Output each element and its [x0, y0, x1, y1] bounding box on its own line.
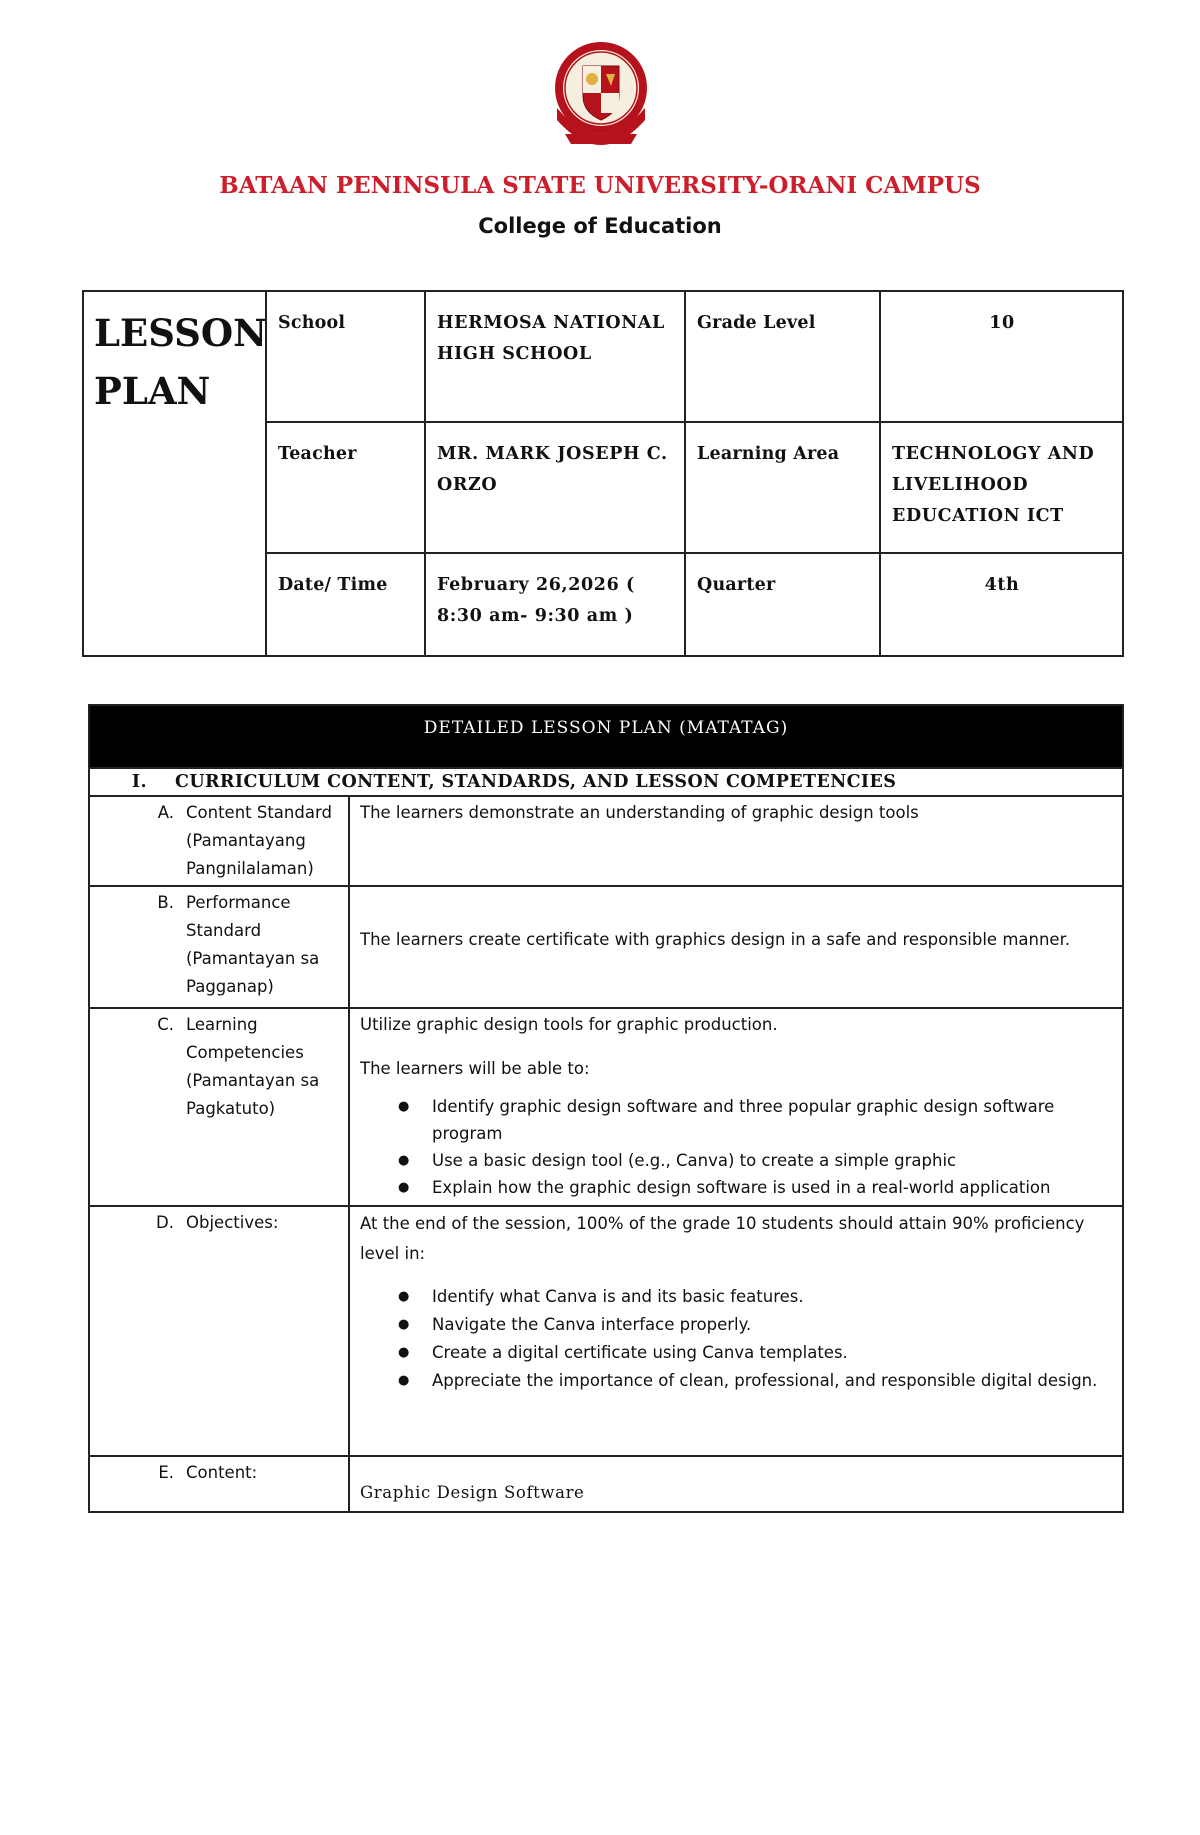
table-row	[89, 1456, 1123, 1512]
competency-intro: Utilize graphic design tools for graphic production.	[360, 1015, 778, 1034]
objectives-label: Objectives:	[186, 1213, 279, 1232]
content-standard-text: The learners demonstrate an understanding of graphic design tools	[349, 796, 1123, 886]
university-seal-logo	[551, 38, 651, 168]
competency-list	[360, 1093, 1112, 1201]
lesson-title-line1: LESSON	[94, 311, 267, 355]
row-letter: A.	[157, 803, 174, 822]
table-row	[89, 1206, 1123, 1456]
school-value: HERMOSA NATIONAL HIGH SCHOOL	[425, 291, 685, 422]
date-time-label: Date/ Time	[266, 553, 425, 656]
college-name: College of Education	[478, 214, 722, 238]
section-number: I.	[131, 772, 147, 792]
competency-lead: The learners will be able to:	[360, 1059, 590, 1078]
quarter-label: Quarter	[685, 553, 880, 656]
teacher-label: Teacher	[266, 422, 425, 553]
university-name: BATAAN PENINSULA STATE UNIVERSITY-ORANI CAMPUS	[219, 172, 981, 199]
date-time-value: February 26,2026 ( 8:30 am- 9:30 am )	[425, 553, 685, 656]
grade-level-label: Grade Level	[685, 291, 880, 422]
content-value: Graphic Design Software	[349, 1456, 1123, 1512]
quarter-value: 4th	[880, 553, 1123, 656]
lesson-plan-title	[83, 291, 266, 656]
school-label: School	[266, 291, 425, 422]
lesson-info-table	[82, 290, 1124, 657]
list-item: ● Create a digital certificate using Canva templates.	[432, 1339, 1112, 1367]
list-item: ● Explain how the graphic design software is used in a real-world application	[432, 1174, 1112, 1201]
learning-competencies-label: Learning Competencies (Pamantayan sa Pagkatuto)	[186, 1015, 320, 1118]
teacher-value: MR. MARK JOSEPH C. ORZO	[425, 422, 685, 553]
table-row	[89, 796, 1123, 886]
grade-level-value: 10	[880, 291, 1123, 422]
row-letter: B.	[157, 893, 174, 912]
objectives-intro: At the end of the session, 100% of the grade 10 students should attain 90% proficiency level in:	[360, 1214, 1085, 1263]
list-item: ● Use a basic design tool (e.g., Canva) to create a simple graphic	[432, 1147, 1112, 1174]
lesson-title-line2: PLAN	[94, 369, 211, 413]
section-title: CURRICULUM CONTENT, STANDARDS, AND LESSON COMPETENCIES	[175, 772, 897, 792]
performance-standard-text: The learners create certificate with graphics design in a safe and responsible manner.	[349, 886, 1123, 1008]
detailed-lesson-plan-table	[88, 704, 1124, 1513]
list-item: ● Identify what Canva is and its basic features.	[432, 1283, 1112, 1311]
list-item: ● Appreciate the importance of clean, professional, and responsible digital design.	[432, 1367, 1112, 1395]
section-header	[89, 768, 1123, 796]
learning-area-value: TECHNOLOGY AND LIVELIHOOD EDUCATION ICT	[880, 422, 1123, 553]
table-row	[89, 886, 1123, 1008]
list-item: ● Identify graphic design software and three popular graphic design software program	[432, 1093, 1112, 1147]
row-letter: C.	[157, 1015, 174, 1034]
content-standard-label: Content Standard (Pamantayang Pangnilalaman)	[186, 803, 332, 878]
content-label: Content:	[186, 1463, 258, 1482]
dlp-banner: DETAILED LESSON PLAN (MATATAG)	[89, 705, 1123, 768]
row-letter: E.	[158, 1463, 174, 1482]
performance-standard-label: Performance Standard (Pamantayan sa Pagganap)	[186, 893, 320, 996]
learning-area-label: Learning Area	[685, 422, 880, 553]
table-row	[89, 1008, 1123, 1206]
list-item: ● Navigate the Canva interface properly.	[432, 1311, 1112, 1339]
row-letter: D.	[156, 1213, 174, 1232]
objectives-list	[360, 1283, 1112, 1395]
